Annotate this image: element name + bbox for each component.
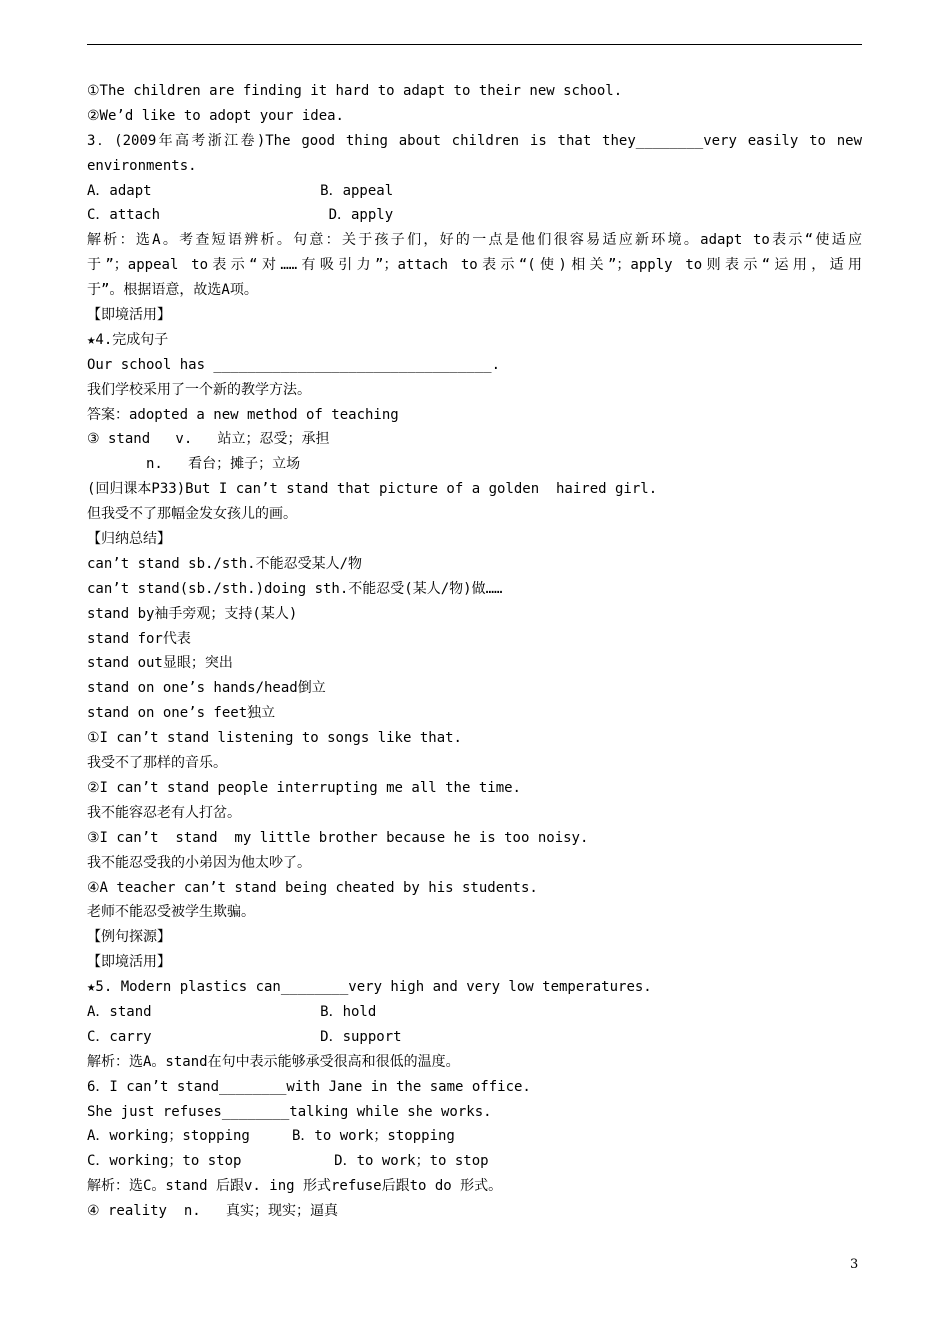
page-content	[87, 79, 862, 1224]
vocab-entry-noun: n. 看台；摊子；立场	[87, 456, 301, 473]
section-heading: 【例句探源】	[87, 929, 171, 946]
option-line-c-d: C．working；to stop D．to work；to stop	[87, 1153, 489, 1170]
text-line-1: ①The children are finding it hard to adapt to their new school.	[87, 83, 623, 99]
phrase-line: can’t stand(sb./sth.)doing sth.不能忍受(某人/物)做……	[87, 580, 503, 597]
option-line-a-b: A．adapt B．appeal	[87, 182, 394, 199]
example-translation: 我不能忍受我的小弟因为他太吵了。	[87, 854, 311, 871]
example-sentence: ①I can’t stand listening to songs like that.	[87, 730, 462, 747]
text-line-3: 3．(2009年高考浙江卷)The good thing about children is that they________very easily to new	[87, 132, 862, 149]
vocab-entry: ③ stand v. 站立；忍受；承担	[87, 431, 330, 448]
exercise-title: ★4.完成句子	[87, 331, 169, 348]
vocab-entry: ④ reality n. 真实；现实；逼真	[87, 1203, 338, 1220]
exercise-sentence: Our school has _________________________________.	[87, 356, 501, 373]
question-line: She just refuses________talking while she works.	[87, 1103, 492, 1120]
option-line-c-d: C．attach D．apply	[87, 207, 394, 224]
phrase-line: stand on one’s hands/head倒立	[87, 680, 326, 697]
example-translation: 我不能容忍老有人打岔。	[87, 804, 241, 821]
phrase-line: stand out显眼；突出	[87, 655, 233, 672]
text-line-4: environments.	[87, 157, 197, 174]
analysis-line: 解析：选C。stand 后跟v. ing 形式refuse后跟to do 形式。	[87, 1178, 503, 1195]
example-sentence: ②I can’t stand people interrupting me all the time.	[87, 779, 521, 796]
option-line-a-b: A．stand B．hold	[87, 1003, 377, 1020]
section-heading: 【即境活用】	[87, 307, 171, 324]
answer-line: 答案：adopted a new method of teaching	[87, 406, 399, 423]
example-translation: 老师不能忍受被学生欺骗。	[87, 904, 255, 921]
phrase-line: stand for代表	[87, 630, 191, 647]
section-heading: 【归纳总结】	[87, 531, 171, 548]
example-translation: 我受不了那样的音乐。	[87, 755, 227, 772]
exercise-translation: 我们学校采用了一个新的教学方法。	[87, 381, 311, 398]
text-line-2: ②We’d like to adopt your idea.	[87, 107, 344, 124]
analysis-line-1: 解析：选A。考查短语辨析。句意：关于孩子们，好的一点是他们很容易适应新环境。adapt to表示“使适应	[87, 232, 862, 249]
textbook-translation: 但我受不了那幅金发女孩儿的画。	[87, 506, 297, 523]
header-rule	[87, 44, 862, 45]
section-heading: 【即境活用】	[87, 954, 171, 971]
example-sentence: ③I can’t stand my little brother because he is too noisy.	[87, 829, 589, 846]
example-sentence: ④A teacher can’t stand being cheated by his students.	[87, 879, 538, 896]
analysis-line-3: 于”。根据语意，故选A项。	[87, 282, 258, 299]
page-number: 3	[850, 1257, 859, 1272]
phrase-line: stand by袖手旁观；支持(某人)	[87, 605, 298, 622]
phrase-line: stand on one’s feet独立	[87, 705, 276, 722]
textbook-sentence: (回归课本P33)But I can’t stand that picture of a golden haired girl.	[87, 481, 658, 498]
question-line: 6．I can’t stand________with Jane in the same office.	[87, 1078, 531, 1095]
phrase-line: can’t stand sb./sth.不能忍受某人/物	[87, 555, 363, 572]
analysis-line-2: 于”；appeal to表示“对……有吸引力”；attach to表示“(使)相关”；apply to则表示“运用，适用	[87, 257, 862, 274]
analysis-line: 解析：选A。stand在句中表示能够承受很高和很低的温度。	[87, 1053, 460, 1070]
option-line-c-d: C．carry D．support	[87, 1028, 402, 1045]
option-line-a-b: A．working；stopping B．to work；stopping	[87, 1128, 455, 1145]
question-line: ★5. Modern plastics can________very high and very low temperatures.	[87, 979, 652, 996]
